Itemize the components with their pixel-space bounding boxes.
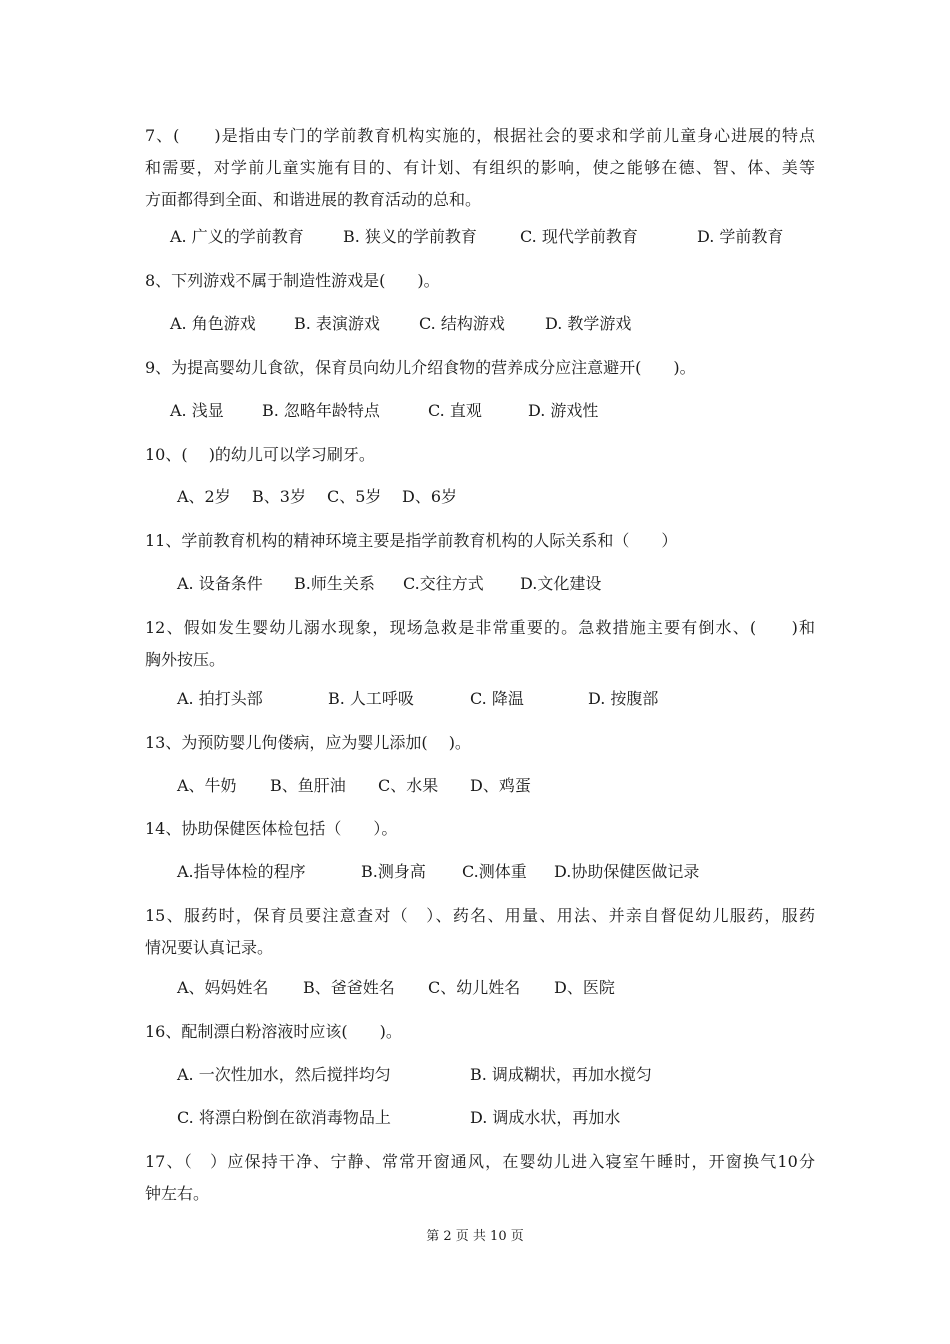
question-8-option-c: C. 结构游戏 — [419, 314, 505, 333]
question-14-option-a: A.指导体检的程序 — [177, 862, 306, 881]
question-10-line-1: 10、( )的幼儿可以学习刷牙。 — [145, 445, 375, 464]
question-13-option-c: C、水果 — [378, 776, 439, 795]
question-7-option-d: D. 学前教育 — [697, 227, 784, 246]
question-15-option-a: A、妈妈姓名 — [177, 978, 269, 997]
question-16-option-a: A. 一次性加水，然后搅拌均匀 — [177, 1065, 391, 1084]
question-9-option-a: A. 浅显 — [170, 401, 224, 420]
question-9-line-1: 9、为提高婴幼儿食欲，保育员向幼儿介绍食物的营养成分应注意避开( )。 — [145, 358, 696, 377]
question-7-line-3: 方面都得到全面、和谐进展的教育活动的总和。 — [145, 190, 482, 209]
question-9-option-c: C. 直观 — [428, 401, 482, 420]
question-7-line-2: 和需要，对学前儿童实施有目的、有计划、有组织的影响，使之能够在德、智、体、美等 — [145, 158, 815, 177]
question-7-option-c: C. 现代学前教育 — [520, 227, 638, 246]
question-9-option-d: D. 游戏性 — [528, 401, 599, 420]
question-16-option-d: D. 调成水状，再加水 — [470, 1108, 621, 1127]
question-8-option-a: A. 角色游戏 — [170, 314, 256, 333]
question-8-line-1: 8、下列游戏不属于制造性游戏是( )。 — [145, 271, 440, 290]
question-14-option-d: D.协助保健医做记录 — [554, 862, 700, 881]
question-13-option-d: D、鸡蛋 — [470, 776, 531, 795]
question-11-option-c: C.交往方式 — [403, 574, 484, 593]
question-14-line-1: 14、协助保健医体检包括（ ）。 — [145, 819, 398, 838]
question-13-option-a: A、牛奶 — [177, 776, 237, 795]
question-12-option-c: C. 降温 — [470, 689, 524, 708]
question-12-option-a: A. 拍打头部 — [177, 689, 263, 708]
question-12-line-2: 胸外按压。 — [145, 650, 226, 669]
question-10-option-b: B、3岁 — [252, 487, 306, 506]
question-17-line-1: 17、（ ）应保持干净、宁静、常常开窗通风，在婴幼儿进入寝室午睡时，开窗换气10分 — [145, 1152, 815, 1171]
question-11-option-b: B.师生关系 — [294, 574, 375, 593]
question-8-option-b: B. 表演游戏 — [294, 314, 380, 333]
question-10-option-a: A、2岁 — [177, 487, 231, 506]
page-number: 第 2 页 共 10 页 — [426, 1229, 524, 1244]
question-16-option-b: B. 调成糊状，再加水搅匀 — [470, 1065, 652, 1084]
question-15-option-b: B、爸爸姓名 — [303, 978, 395, 997]
question-16-option-c: C. 将漂白粉倒在欲消毒物品上 — [177, 1108, 391, 1127]
question-7-option-b: B. 狭义的学前教育 — [343, 227, 477, 246]
question-10-option-c: C、5岁 — [327, 487, 382, 506]
question-11-option-a: A. 设备条件 — [177, 574, 263, 593]
question-13-line-1: 13、为预防婴儿佝偻病，应为婴儿添加( )。 — [145, 733, 471, 752]
question-17-line-2: 钟左右。 — [145, 1184, 210, 1203]
question-12-option-d: D. 按腹部 — [588, 689, 659, 708]
question-11-line-1: 11、学前教育机构的精神环境主要是指学前教育机构的人际关系和（ ） — [145, 531, 678, 550]
question-14-option-b: B.测身高 — [361, 862, 426, 881]
question-15-line-1: 15、服药时，保育员要注意查对（ ）、药名、用量、用法、并亲自督促幼儿服药，服药 — [145, 906, 815, 925]
question-9-option-b: B. 忽略年龄特点 — [262, 401, 380, 420]
question-15-line-2: 情况要认真记录。 — [145, 938, 274, 957]
question-16-line-1: 16、配制漂白粉溶液时应该( )。 — [145, 1022, 402, 1041]
question-14-option-c: C.测体重 — [462, 862, 527, 881]
question-12-line-1: 12、假如发生婴幼儿溺水现象，现场急救是非常重要的。急救措施主要有倒水、( )和 — [145, 618, 815, 637]
question-13-option-b: B、鱼肝油 — [270, 776, 346, 795]
question-15-option-c: C、幼儿姓名 — [428, 978, 521, 997]
question-15-option-d: D、医院 — [554, 978, 615, 997]
question-7-line-1: 7、( )是指由专门的学前教育机构实施的，根据社会的要求和学前儿童身心进展的特点 — [145, 126, 815, 145]
question-7-option-a: A. 广义的学前教育 — [170, 227, 304, 246]
question-8-option-d: D. 教学游戏 — [545, 314, 632, 333]
question-11-option-d: D.文化建设 — [520, 574, 602, 593]
question-12-option-b: B. 人工呼吸 — [328, 689, 414, 708]
question-10-option-d: D、6岁 — [402, 487, 458, 506]
